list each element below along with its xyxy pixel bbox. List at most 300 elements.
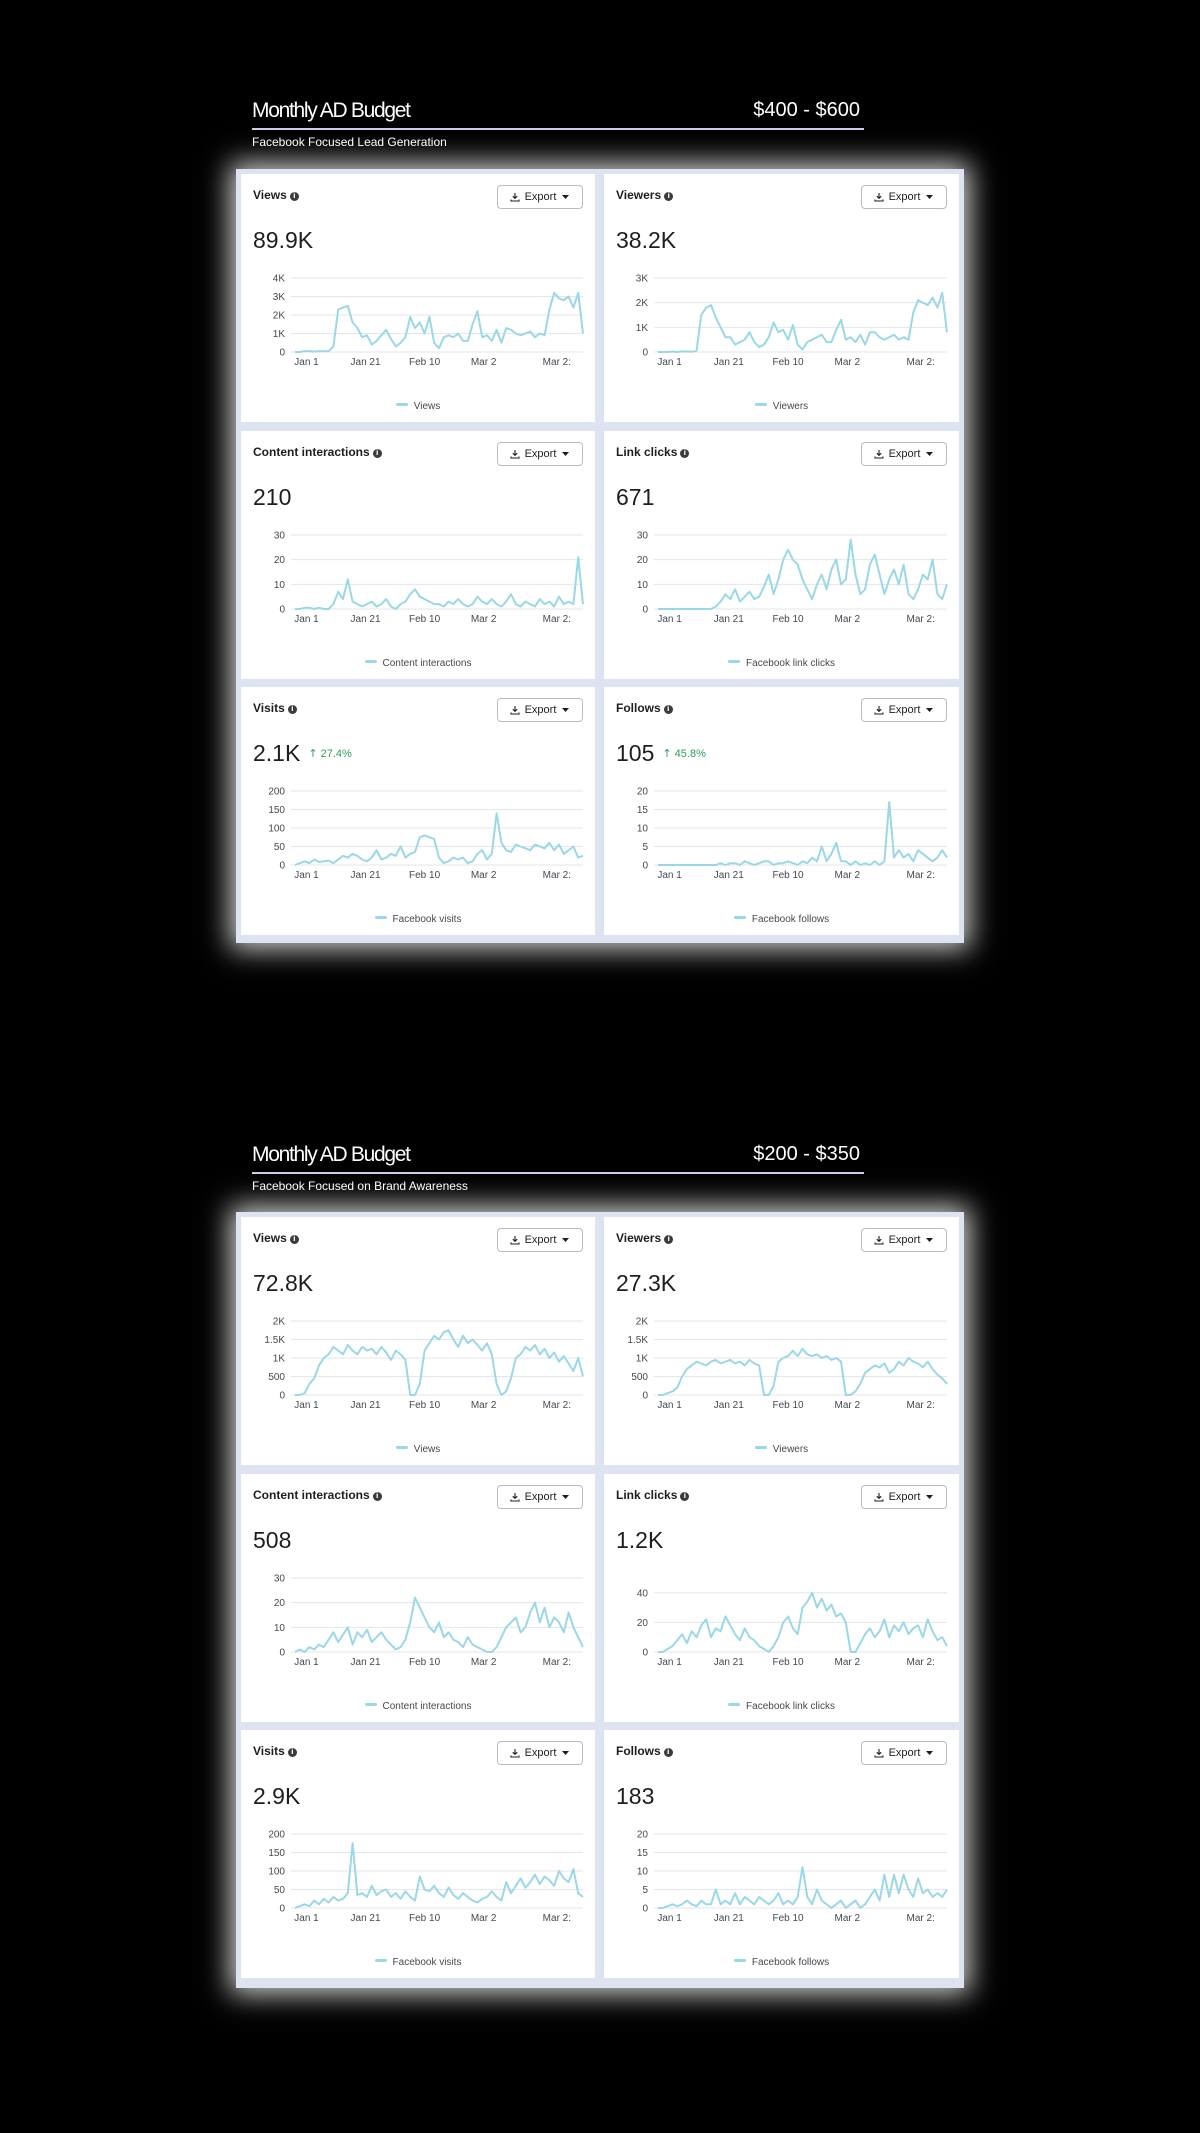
x-tick-label: Jan 21 [713,357,744,368]
x-tick-label: Mar 2: [906,870,935,881]
legend-label: Viewers [772,401,809,412]
caret-down-icon [925,1237,934,1243]
change-badge [308,748,351,760]
metric-value [253,1270,313,1297]
metric-value [616,484,654,511]
y-tick-label: 2K [635,1316,648,1328]
chart-legend [604,914,959,925]
y-tick-label: 1K [272,1353,285,1365]
card-title [253,1231,299,1245]
chart-card-visits [241,687,595,935]
x-tick-label: Jan 21 [713,614,744,625]
line-chart [241,1570,595,1670]
chart-card-viewers [604,1217,959,1465]
chart-legend [241,1957,595,1968]
x-tick-label: Feb 10 [772,614,804,625]
legend-label: Facebook link clicks [746,658,835,669]
y-tick-label: 0 [279,1390,285,1402]
series-line [295,1843,583,1908]
metric-number: 508 [253,1527,292,1553]
x-tick-label: Jan 1 [294,614,319,625]
export-label: Export [524,1491,557,1503]
y-tick-label: 10 [273,579,285,591]
metric-value [616,227,676,254]
x-tick-label: Mar 2: [542,357,572,368]
x-tick-label: Mar 2: [906,1657,935,1668]
x-tick-label: Jan 1 [657,1400,682,1411]
export-button[interactable] [497,1741,583,1765]
x-tick-label: Feb 10 [772,1657,804,1668]
line-chart [604,270,959,370]
line-chart [241,1313,595,1413]
x-tick-label: Feb 10 [409,1913,441,1924]
legend-label: Content interactions [382,658,472,669]
legend-label: Facebook follows [751,914,830,925]
x-tick-label: Jan 1 [294,357,319,368]
legend-label: Views [413,1444,441,1455]
change-badge [662,748,705,760]
x-tick-label: Mar 2 [834,614,861,625]
y-tick-label: 20 [636,1617,648,1629]
section-title: Monthly AD Budget [252,1143,410,1166]
x-tick-label: Mar 2: [542,1913,572,1924]
y-tick-label: 200 [268,1829,285,1841]
card-title [616,701,673,715]
metric-number: 1.2K [616,1527,664,1553]
metric-value [616,1527,663,1554]
chart-legend [604,401,959,412]
caret-down-icon [561,1750,570,1756]
caret-down-icon [925,707,934,713]
chart-card-link-clicks [604,431,959,679]
metric-number: 210 [253,484,292,510]
x-tick-label: Jan 1 [657,1913,682,1924]
info-icon[interactable]: i [680,1492,689,1501]
chart-legend [241,401,595,412]
export-button[interactable] [497,1485,583,1509]
y-tick-label: 200 [268,786,285,798]
legend-label: Facebook link clicks [746,1701,835,1712]
export-button[interactable] [861,442,947,466]
metric-number: 27.3K [616,1270,677,1296]
card-title-text: Follows [616,701,661,715]
legend-swatch [755,403,767,406]
export-button[interactable] [861,1741,947,1765]
info-icon[interactable]: i [288,705,297,714]
legend-label: Facebook visits [392,914,462,925]
card-title [253,1744,297,1758]
card-title [253,445,382,459]
x-tick-label: Mar 2 [470,1657,497,1668]
chart-legend [604,1444,959,1455]
info-icon[interactable]: i [680,449,689,458]
x-tick-label: Feb 10 [772,357,804,368]
x-tick-label: Jan 21 [350,614,381,625]
y-tick-label: 1.5K [627,1335,648,1346]
chart-card-content-interactions [241,431,595,679]
chart-card-content-interactions [241,1474,595,1722]
y-tick-label: 1K [272,329,285,340]
y-tick-label: 30 [636,530,648,542]
metric-number: 89.9K [253,227,314,253]
section-subtitle: Facebook Focused Lead Generation [252,135,447,149]
chart-legend [241,914,595,925]
export-label: Export [888,1491,921,1503]
chart-card-views [241,1217,595,1465]
y-tick-label: 0 [642,1647,648,1659]
export-button[interactable] [861,1228,947,1252]
export-label: Export [888,1234,921,1246]
y-tick-label: 50 [273,1885,285,1896]
x-tick-label: Mar 2 [470,357,497,368]
card-title-text: Link clicks [616,445,678,459]
export-label: Export [524,191,557,203]
caret-down-icon [561,1237,570,1243]
caret-down-icon [925,1494,934,1500]
chart-legend [604,1701,959,1712]
line-chart [604,527,959,627]
caret-down-icon [925,194,934,200]
export-button[interactable] [497,1228,583,1252]
y-tick-label: 150 [268,1848,285,1859]
card-title-text: Content interactions [253,445,370,459]
card-title [616,445,689,459]
line-chart [604,1570,959,1670]
series-line [295,1330,583,1395]
x-tick-label: Feb 10 [772,1400,804,1411]
metric-value [253,1527,291,1554]
x-tick-label: Feb 10 [772,870,804,881]
y-tick-label: 3K [272,292,285,303]
y-tick-label: 50 [273,842,285,853]
info-icon[interactable]: i [290,1235,299,1244]
metric-value [253,1783,300,1810]
chart-card-visits [241,1730,595,1978]
card-title-text: Follows [616,1744,661,1758]
download-icon [874,705,884,715]
download-icon [510,192,520,202]
export-label: Export [888,704,921,716]
metric-number: 183 [616,1783,655,1809]
chart-card-follows [604,1730,959,1978]
x-tick-label: Mar 2 [470,1400,497,1411]
y-tick-label: 0 [642,1903,648,1915]
y-tick-label: 1.5K [264,1335,285,1346]
export-button[interactable] [497,442,583,466]
export-button[interactable] [861,1485,947,1509]
x-tick-label: Jan 21 [350,1913,381,1924]
y-tick-label: 0 [642,347,648,359]
x-tick-label: Feb 10 [409,357,441,368]
metric-number: 105 [616,740,655,766]
x-tick-label: Mar 2: [542,1657,572,1668]
download-icon [510,1492,520,1502]
download-icon [510,705,520,715]
caret-down-icon [561,707,570,713]
metric-number: 671 [616,484,655,510]
x-tick-label: Jan 1 [657,614,682,625]
x-tick-label: Feb 10 [772,1913,804,1924]
metric-number: 2.1K [253,740,301,766]
y-tick-label: 1K [635,322,648,334]
header-divider [252,1172,864,1174]
series-line [295,557,583,609]
y-tick-label: 15 [636,805,648,816]
export-label: Export [888,1747,921,1759]
y-tick-label: 0 [279,1903,285,1915]
x-tick-label: Mar 2: [542,1400,572,1411]
x-tick-label: Jan 21 [350,870,381,881]
y-tick-label: 100 [268,823,285,835]
y-tick-label: 20 [636,555,648,567]
x-tick-label: Feb 10 [409,614,441,625]
series-line [295,813,583,865]
y-tick-label: 4K [272,273,285,285]
line-chart [241,270,595,370]
y-tick-label: 20 [636,786,648,798]
download-icon [874,1748,884,1758]
download-icon [510,1235,520,1245]
line-chart [604,1313,959,1413]
chart-card-link-clicks [604,1474,959,1722]
y-tick-label: 500 [268,1372,285,1383]
export-label: Export [524,1234,557,1246]
x-tick-label: Mar 2 [834,870,861,881]
series-line [295,293,583,352]
info-icon[interactable]: i [664,192,673,201]
legend-label: Views [413,401,441,412]
card-title-text: Views [253,1231,287,1245]
budget-range: $200 - $350 [753,1143,860,1165]
y-tick-label: 20 [273,1598,285,1610]
caret-down-icon [561,451,570,457]
x-tick-label: Mar 2 [834,1400,861,1411]
metric-value [616,740,706,767]
chart-card-viewers [604,174,959,422]
y-tick-label: 0 [642,1390,648,1402]
chart-legend [604,658,959,669]
metric-value [253,484,291,511]
export-button[interactable] [861,698,947,722]
card-title [616,188,673,202]
y-tick-label: 0 [642,860,648,872]
metric-value [253,227,313,254]
card-title-text: Viewers [616,1231,662,1245]
x-tick-label: Jan 1 [657,1657,682,1668]
info-icon[interactable]: i [664,1748,673,1757]
card-title [616,1488,689,1502]
metric-number: 2.9K [253,1783,301,1809]
y-tick-label: 5 [642,842,648,853]
download-icon [510,449,520,459]
y-tick-label: 15 [636,1848,648,1859]
x-tick-label: Jan 21 [350,357,381,368]
legend-swatch [734,1959,746,1962]
card-title-text: Content interactions [253,1488,370,1502]
y-tick-label: 10 [636,1866,648,1878]
x-tick-label: Mar 2: [906,1400,935,1411]
legend-swatch [728,660,740,663]
export-label: Export [888,191,921,203]
x-tick-label: Jan 1 [294,870,319,881]
card-title [253,1488,382,1502]
x-tick-label: Jan 1 [657,870,682,881]
card-title-text: Visits [253,701,285,715]
legend-swatch [365,660,377,663]
legend-swatch [734,916,746,919]
x-tick-label: Feb 10 [409,870,441,881]
legend-label: Content interactions [382,1701,472,1712]
series-line [658,1349,947,1395]
line-chart [241,1826,595,1926]
x-tick-label: Jan 1 [657,357,682,368]
metric-value [616,1783,654,1810]
legend-swatch [728,1703,740,1706]
y-tick-label: 2K [272,1316,285,1328]
export-button[interactable] [497,185,583,209]
y-tick-label: 20 [636,1829,648,1841]
x-tick-label: Jan 21 [713,870,744,881]
chart-legend [241,1444,595,1455]
legend-swatch [375,916,387,919]
x-tick-label: Mar 2 [834,357,861,368]
download-icon [510,1748,520,1758]
export-label: Export [888,448,921,460]
y-tick-label: 0 [279,860,285,872]
y-tick-label: 2K [272,310,285,322]
y-tick-label: 0 [279,1647,285,1659]
card-title-text: Visits [253,1744,285,1758]
x-tick-label: Jan 21 [713,1400,744,1411]
y-tick-label: 0 [279,347,285,359]
x-tick-label: Jan 21 [350,1400,381,1411]
card-title-text: Link clicks [616,1488,678,1502]
y-tick-label: 0 [279,604,285,616]
chart-legend [241,658,595,669]
budget-range: $400 - $600 [753,99,860,121]
y-tick-label: 20 [273,555,285,567]
legend-swatch [396,403,408,406]
line-chart [241,527,595,627]
chart-legend [604,1957,959,1968]
series-line [658,293,947,352]
series-line [658,802,947,865]
export-button[interactable] [497,698,583,722]
metric-value [253,740,352,767]
y-tick-label: 3K [635,273,648,285]
metric-number: 72.8K [253,1270,314,1296]
x-tick-label: Jan 1 [294,1400,319,1411]
y-tick-label: 5 [642,1885,648,1896]
card-title [253,701,297,715]
x-tick-label: Mar 2: [542,614,572,625]
legend-label: Facebook follows [751,1957,830,1968]
x-tick-label: Mar 2 [470,1913,497,1924]
caret-down-icon [925,451,934,457]
y-tick-label: 40 [636,1588,648,1600]
y-tick-label: 30 [273,1573,285,1585]
metric-value [616,1270,676,1297]
x-tick-label: Mar 2: [906,1913,935,1924]
legend-swatch [396,1446,408,1449]
x-tick-label: Mar 2 [470,614,497,625]
y-tick-label: 30 [273,530,285,542]
x-tick-label: Mar 2: [906,614,935,625]
caret-down-icon [925,1750,934,1756]
legend-swatch [375,1959,387,1962]
card-title [616,1744,673,1758]
download-icon [874,192,884,202]
x-tick-label: Jan 21 [713,1913,744,1924]
x-tick-label: Jan 1 [294,1913,319,1924]
section-title: Monthly AD Budget [252,99,410,122]
section-subtitle: Facebook Focused on Brand Awareness [252,1179,468,1193]
legend-label: Facebook visits [392,1957,462,1968]
card-title-text: Viewers [616,188,662,202]
chart-card-views [241,174,595,422]
download-icon [874,1492,884,1502]
legend-swatch [365,1703,377,1706]
arrow-up-icon: ↑ [662,747,672,760]
series-line [658,540,947,609]
y-tick-label: 10 [636,823,648,835]
line-chart [604,1826,959,1926]
chart-legend [241,1701,595,1712]
caret-down-icon [561,194,570,200]
line-chart [604,783,959,883]
series-line [295,1598,583,1652]
y-tick-label: 500 [631,1372,648,1383]
line-chart [241,783,595,883]
change-value: 45.8% [674,748,706,760]
y-tick-label: 10 [273,1622,285,1634]
y-tick-label: 1K [635,1353,648,1365]
x-tick-label: Feb 10 [409,1400,441,1411]
y-tick-label: 0 [642,604,648,616]
info-icon[interactable]: i [373,449,382,458]
x-tick-label: Mar 2 [470,870,497,881]
metric-number: 38.2K [616,227,677,253]
card-title [253,188,299,202]
legend-label: Viewers [772,1444,809,1455]
y-tick-label: 10 [636,579,648,591]
info-icon[interactable]: i [373,1492,382,1501]
chart-card-follows [604,687,959,935]
x-tick-label: Jan 21 [713,1657,744,1668]
info-icon[interactable]: i [664,1235,673,1244]
y-tick-label: 100 [268,1866,285,1878]
x-tick-label: Jan 1 [294,1657,319,1668]
info-icon[interactable]: i [664,705,673,714]
legend-swatch [755,1446,767,1449]
change-value: 27.4% [320,748,352,760]
info-icon[interactable]: i [288,1748,297,1757]
x-tick-label: Mar 2: [542,870,572,881]
info-icon[interactable]: i [290,192,299,201]
export-label: Export [524,704,557,716]
x-tick-label: Feb 10 [409,1657,441,1668]
download-icon [874,1235,884,1245]
arrow-up-icon: ↑ [308,747,318,760]
caret-down-icon [561,1494,570,1500]
header-divider [252,128,864,130]
export-button[interactable] [861,185,947,209]
series-line [658,1867,947,1908]
download-icon [874,449,884,459]
export-label: Export [524,448,557,460]
x-tick-label: Mar 2: [906,357,935,368]
export-label: Export [524,1747,557,1759]
